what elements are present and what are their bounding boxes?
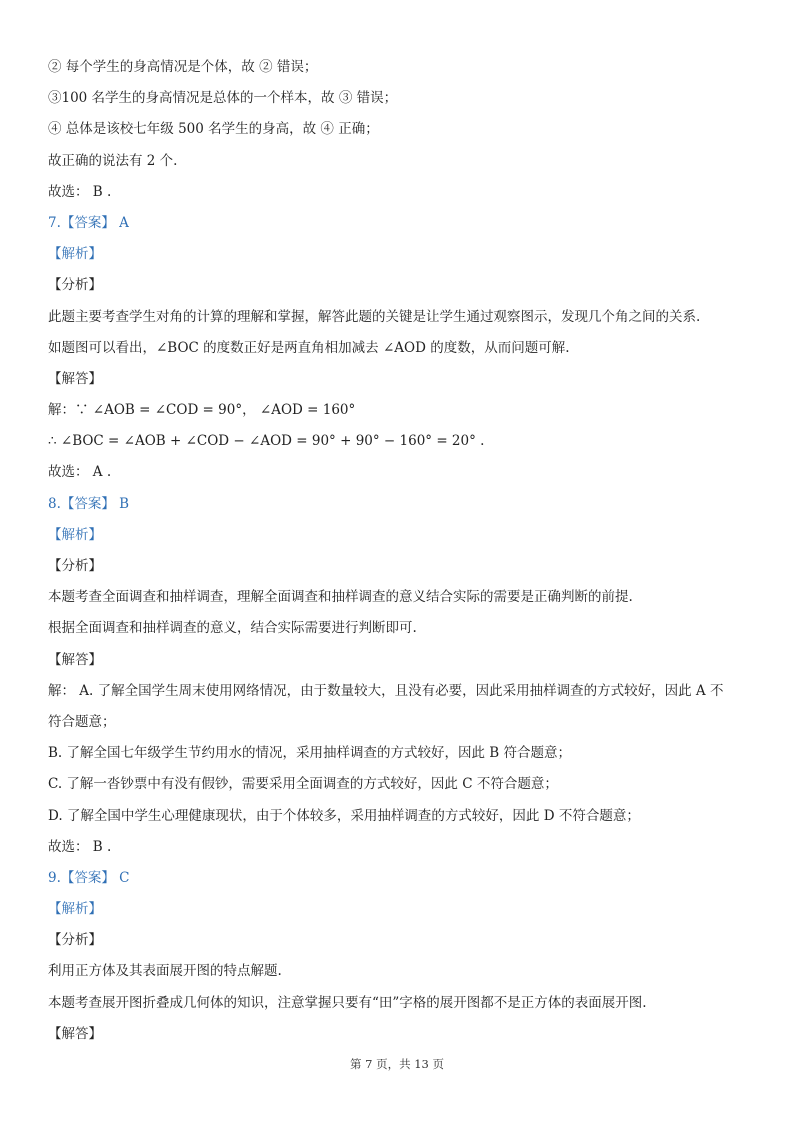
section-heading: 【分析】 (48, 932, 102, 949)
text-line: 故选： A . (48, 464, 112, 481)
text-line: 故选： B . (48, 838, 112, 855)
section-heading: 【分析】 (48, 558, 102, 574)
solution-content (48, 52, 758, 1050)
answer-line: 9.【答案】 C (48, 869, 130, 886)
text-line: 此题主要考查学生对角的计算的理解和掌握，解答此题的关键是让学生通过观察图示，发现几个角之间的关系. (48, 308, 701, 325)
analysis-heading: 【解析】 (48, 901, 102, 918)
text-line: 本题考查全面调查和抽样调查，理解全面调查和抽样调查的意义结合实际的需要是正确判断的前提. (48, 589, 633, 606)
text-line: 解：∵ ∠AOB = ∠COD = 90°， ∠AOD = 160° (48, 402, 356, 419)
analysis-heading: 【解析】 (48, 526, 102, 543)
text-line: ② 每个学生的身高情况是个体，故 ② 错误； (48, 59, 318, 75)
text-line: C. 了解一沓钞票中有没有假钞，需要采用全面调查的方式较好，因此 C 不符合题意； (48, 776, 558, 793)
text-line: 解： A. 了解全国学生周末使用网络情况，由于数量较大，且没有必要，因此采用抽样调查的方式较好，因此 A 不 (48, 682, 724, 699)
analysis-heading: 【解析】 (48, 246, 102, 263)
text-line: 利用正方体及其表面展开图的特点解题. (48, 963, 282, 980)
page-footer: 第 7 页，共 13 页 (349, 1057, 445, 1071)
section-heading: 【解答】 (48, 370, 102, 387)
text-line: 如题图可以看出，∠BOC 的度数正好是两直角相加减去 ∠AOD 的度数，从而问题可解. (48, 339, 570, 356)
section-heading: 【分析】 (48, 277, 102, 294)
text-line: 根据全面调查和抽样调查的意义，结合实际需要进行判断即可. (48, 620, 417, 637)
text-line: 故选： B . (48, 183, 112, 200)
text-line: ③100 名学生的身高情况是总体的一个样本，故 ③ 错误； (48, 90, 398, 107)
text-line: ④ 总体是该校七年级 500 名学生的身高，故 ④ 正确； (48, 121, 379, 138)
text-line: ∴ ∠BOC = ∠AOB + ∠COD − ∠AOD = 90° + 90° − 160° = 20° . (48, 433, 485, 450)
text-line: B. 了解全国七年级学生节约用水的情况，采用抽样调查的方式较好，因此 B 符合题意； (48, 745, 572, 762)
text-line: 符合题意； (48, 713, 116, 730)
section-heading: 【解答】 (48, 651, 102, 668)
answer-line: 8.【答案】 B (48, 495, 130, 512)
text-line: D. 了解全国中学生心理健康现状，由于个体较多，采用抽样调查的方式较好，因此 D 不符合题意； (48, 807, 640, 824)
section-heading: 【解答】 (48, 1025, 102, 1042)
text-line: 本题考查展开图折叠成几何体的知识，注意掌握只要有“田”字格的展开图都不是正方体的表面展开图. (48, 994, 647, 1011)
answer-line: 7.【答案】 A (48, 214, 129, 231)
text-line: 故正确的说法有 2 个. (48, 152, 178, 169)
